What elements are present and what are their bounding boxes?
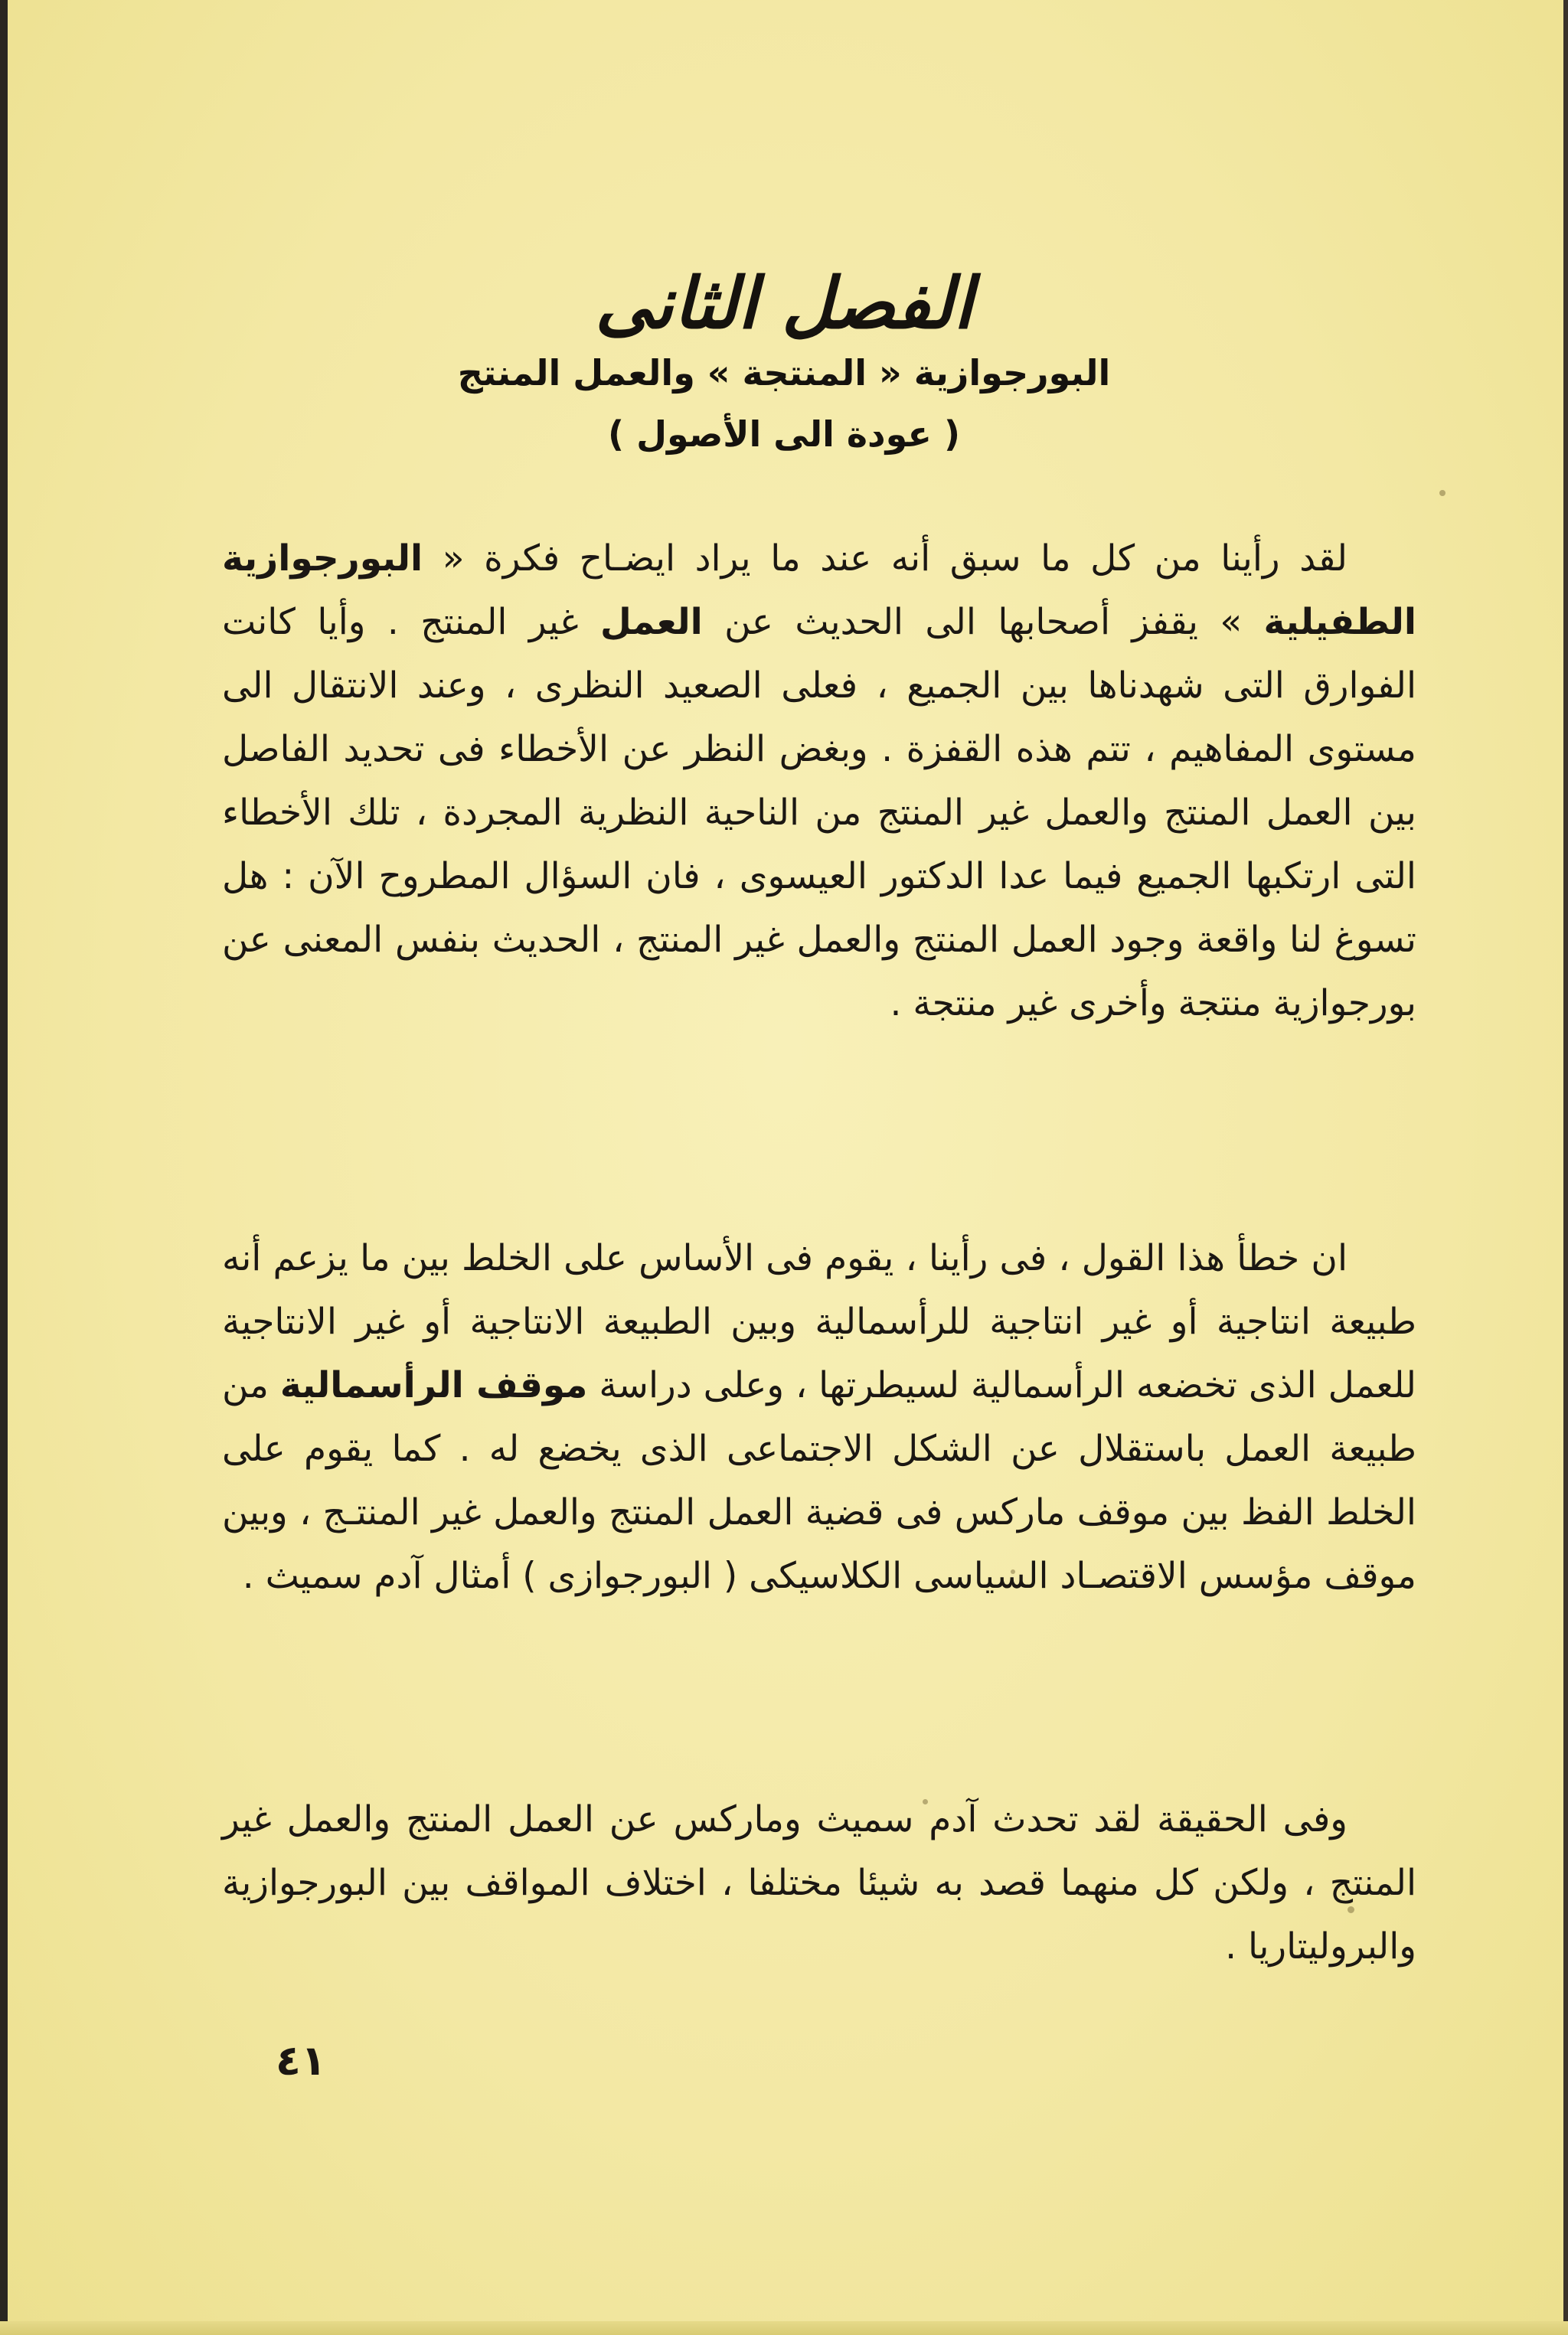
- chapter-subtitle-parenthetical: ( عودة الى الأصول ): [608, 413, 960, 455]
- page-edge-right: [1563, 0, 1568, 2335]
- paragraph-1: [222, 527, 1416, 1035]
- paper-speck: [1439, 490, 1446, 496]
- paragraph-text: » يقفز أصحابها الى الحديث عن: [724, 601, 1243, 643]
- paragraph-text: من طبيعة العمل باستقلال عن الشكل الاجتماعى الذى يخضع له . كما يقوم على الخلط الفظ بين موقف ماركس فى قضية العمل المنتج والعمل غير المنتـج ، وبين موقف مؤسس الاقتصـاد السياسى الكلاسيكى ( البورجوازى ) أمثال آدم سميث .: [222, 1364, 1416, 1597]
- paragraph-text: وفى الحقيقة لقد تحدث آدم سميث وماركس عن العمل المنتج والعمل غير المنتج ، ولكن كل منهما قصد به شيئا مختلفا ، اختلاف المواقف بين البورجوازية والبروليتاريا .: [222, 1798, 1416, 1968]
- chapter-title: الفصل الثانى: [595, 261, 973, 345]
- paragraph-3: [222, 1788, 1416, 1978]
- paragraph-text: لقد رأينا من كل ما سبق أنه عند ما يراد ايضـاح فكرة «: [442, 537, 1348, 580]
- page-edge-bottom: [0, 2321, 1568, 2335]
- paragraph-text: ان خطأ هذا القول ، فى رأينا ، يقوم فى الأساس على الخلط بين ما يزعم أنه طبيعة انتاجية أو غير انتاجية للرأسمالية وبين الطبيعة الانتاجية أو غير الانتاجية للعمل الذى تخضعه الرأسمالية لسيطرتها ، وعلى دراسة: [222, 1237, 1416, 1406]
- paragraph-2: [222, 1226, 1416, 1608]
- paragraph-text: غير المنتج . وأيا كانت الفوارق التى شهدناها بين الجميع ، فعلى الصعيد النظرى ، وعند الانتقال الى مستوى المفاهيم ، تتم هذه القفزة . وبغض النظر عن الأخطاء فى تحديد الفاصل بين العمل المنتج والعمل غير المنتج من الناحية النظرية المجردة ، تلك الأخطاء التى ارتكبها الجميع فيما عدا الدكتور العيسوى ، فان السؤال المطروح الآن : هل تسوغ لنا واقعة وجود العمل المنتج والعمل غير المنتج ، الحديث بنفس المعنى عن بورجوازية منتجة وأخرى غير منتجة .: [222, 601, 1416, 1024]
- page-edge-left: [0, 0, 8, 2335]
- page-number: ٤١: [276, 2036, 326, 2085]
- chapter-subtitle: البورجوازية « المنتجة » والعمل المنتج: [457, 352, 1111, 394]
- bold-term: العمل: [599, 601, 703, 643]
- bold-term: موقف الرأسمالية: [279, 1364, 588, 1406]
- bold-term: البورجوازية الطفيلية: [222, 537, 1416, 643]
